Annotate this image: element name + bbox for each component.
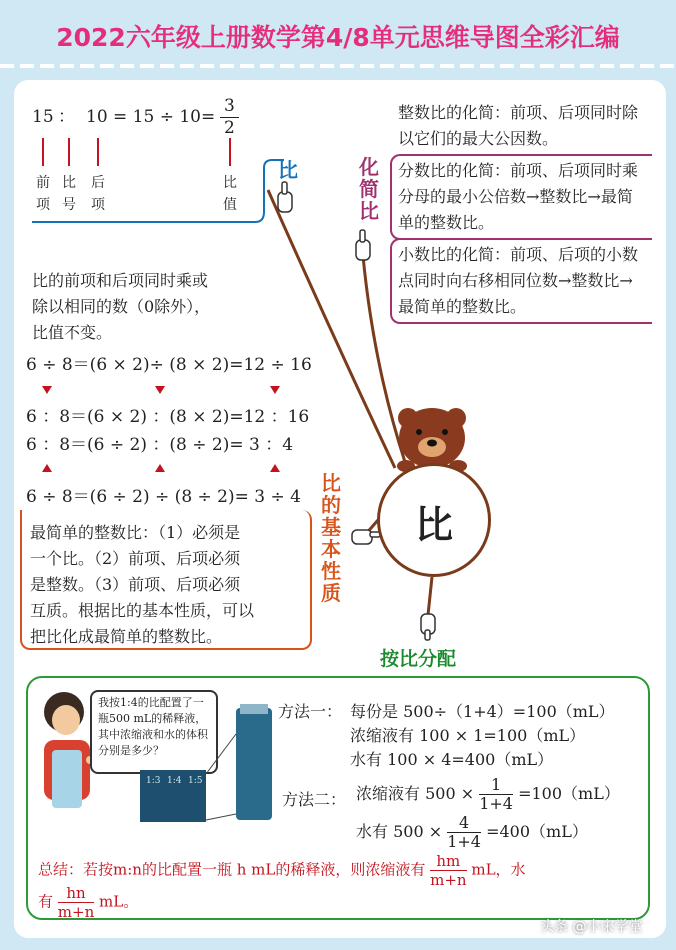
- fraction-numerator: 3: [220, 96, 239, 118]
- statement-line: 比值不变。: [32, 323, 113, 342]
- method2-line1: [356, 776, 620, 813]
- fraction-denominator: m+n: [430, 871, 467, 889]
- fraction-denominator: 1+4: [447, 832, 481, 851]
- fraction-numerator: 4: [447, 814, 481, 833]
- simplest-line: 互质。根据比的基本性质，可以: [30, 601, 255, 620]
- definition-fraction: [220, 96, 239, 139]
- branch-char: 比: [321, 471, 341, 495]
- bottles-illustration: [140, 704, 280, 824]
- simplify-decimal: 小数比的化简：前项、后项的小数点同时向右移相同位数→整数比→最简单的整数比。: [398, 245, 639, 316]
- simplify-fraction: 分数比的化简：前项、后项同时乘分母的最小公倍数→整数比→最简单的整数比。: [398, 161, 639, 232]
- label-char: 比: [62, 175, 76, 191]
- summary-text: 有: [38, 892, 54, 911]
- simplify-integer: 整数比的化简：前项、后项同时除以它们的最大公因数。: [398, 103, 639, 148]
- fraction-denominator: 2: [224, 118, 235, 138]
- pointing-hand-icon: [421, 614, 435, 640]
- fraction: [479, 776, 513, 813]
- method1-steps: [350, 700, 615, 772]
- question-bubble: 我按1:4的比配置了一瓶500 mL的稀释液，其中浓缩液和水的体积分别是多少？: [90, 690, 218, 774]
- marker-bar: [229, 138, 231, 166]
- definition-eq-rest: 10 = 15 ÷ 10=: [86, 107, 216, 127]
- definition-eq-front: 15: [32, 107, 54, 127]
- branch-char: 比: [359, 199, 379, 223]
- label-char: 后: [91, 175, 105, 191]
- center-node: [377, 463, 491, 577]
- label-back-term: [90, 172, 106, 216]
- label-char: 比: [223, 175, 237, 191]
- fraction-numerator: hn: [58, 884, 94, 903]
- arrow-up-icon: [270, 464, 280, 472]
- bottle-label: 1:4: [167, 776, 182, 786]
- branch-simplify: [358, 156, 380, 222]
- simplest-line: 一个比。（2）前项、后项必须: [30, 549, 241, 568]
- label-front-term: [35, 172, 51, 216]
- center-node-label: 比: [414, 503, 453, 547]
- summary-line2: [38, 884, 138, 921]
- fraction-numerator: hm: [430, 852, 466, 871]
- summary-text: mL。: [99, 892, 139, 911]
- method2-text: 浓缩液有 500 ×: [356, 784, 475, 803]
- method1-label: 方法一：: [278, 702, 343, 721]
- fraction-denominator: 1+4: [479, 794, 513, 813]
- marker-bar: [42, 138, 44, 166]
- label-ratio-value: [222, 172, 238, 216]
- fraction: [447, 814, 481, 851]
- branch-distribute: 按比分配: [380, 648, 457, 670]
- marker-bar: [97, 138, 99, 166]
- arrow-down-icon: [270, 386, 280, 394]
- pointing-hand-icon: [278, 182, 292, 212]
- property-eq-4: 6 ÷ 8＝(6 ÷ 2) ÷ (8 ÷ 2)= 3 ÷ 4: [26, 487, 301, 507]
- branch-definition: 比: [278, 158, 298, 182]
- label-ratio-sign: [61, 172, 77, 216]
- method2-label: 方法二：: [282, 790, 347, 809]
- simplest-line: 把比化成最简单的整数比。: [30, 627, 223, 646]
- branch-char: 的: [321, 493, 341, 517]
- fraction: [430, 852, 466, 889]
- definition-eq-colon: ：: [58, 107, 75, 127]
- label-char: 项: [36, 197, 50, 213]
- summary-text: 总结：若按m:n的比配置一瓶 h mL的稀释液，则浓缩液有: [38, 860, 426, 879]
- method1-step: 水有 100 × 4=400（mL）: [350, 750, 554, 769]
- summary-text: mL，水: [471, 860, 526, 879]
- fraction-denominator: m+n: [57, 903, 95, 921]
- method2-text: =400（mL）: [486, 822, 588, 841]
- branch-char: 性: [321, 559, 341, 583]
- method1-step: 浓缩液有 100 × 1=100（mL）: [350, 726, 586, 745]
- property-statement: [32, 268, 210, 346]
- simplest-ratio-text: [30, 520, 254, 650]
- pointing-hand-icon: [356, 230, 370, 260]
- fraction: [58, 884, 94, 921]
- connector-distribute: [428, 577, 432, 615]
- bottle-label: 1:5: [188, 776, 203, 786]
- branch-char: 本: [321, 537, 341, 561]
- branch-char: 简: [359, 177, 379, 201]
- branch-property: [320, 472, 342, 604]
- simplest-line: 是整数。（3）前项、后项必须: [30, 575, 241, 594]
- method1-step: 每份是 500÷（1+4）=100（mL）: [350, 702, 615, 721]
- method2-line2: [356, 814, 588, 851]
- arrow-down-icon: [42, 386, 52, 394]
- property-eq-3: 6 ：8＝(6 ÷ 2) ：(8 ÷ 2)= 3 ：4: [26, 435, 294, 455]
- statement-line: 比的前项和后项同时乘或: [32, 271, 209, 290]
- label-char: 值: [223, 197, 237, 213]
- bottle-label: 1:3: [146, 776, 161, 786]
- marker-bar: [68, 138, 70, 166]
- pointing-hand-icon: [352, 530, 380, 544]
- simplest-line: 最简单的整数比：（1）必须是: [30, 523, 241, 542]
- page-title: 2022六年级上册数学第4/8单元思维导图全彩汇编: [56, 23, 620, 52]
- method2-text: 水有 500 ×: [356, 822, 443, 841]
- branch-char: 基: [321, 515, 341, 539]
- property-eq-1: 6 ÷ 8＝(6 × 2)÷ (8 × 2)=12 ÷ 16: [26, 355, 312, 375]
- arrow-down-icon: [155, 386, 165, 394]
- label-char: 号: [62, 197, 76, 213]
- label-char: 项: [91, 197, 105, 213]
- label-char: 前: [36, 175, 50, 191]
- arrow-up-icon: [42, 464, 52, 472]
- fraction-numerator: 1: [479, 776, 513, 795]
- method2-text: =100（mL）: [518, 784, 620, 803]
- branch-char: 化: [359, 155, 379, 179]
- branch-char: 质: [321, 581, 341, 605]
- watermark: 头条 @小宋学堂: [540, 919, 643, 935]
- property-eq-2: 6 ：8＝(6 × 2) ：(8 × 2)=12 ：16: [26, 407, 310, 427]
- arrow-up-icon: [155, 464, 165, 472]
- statement-line: 除以相同的数（0除外），: [32, 297, 211, 316]
